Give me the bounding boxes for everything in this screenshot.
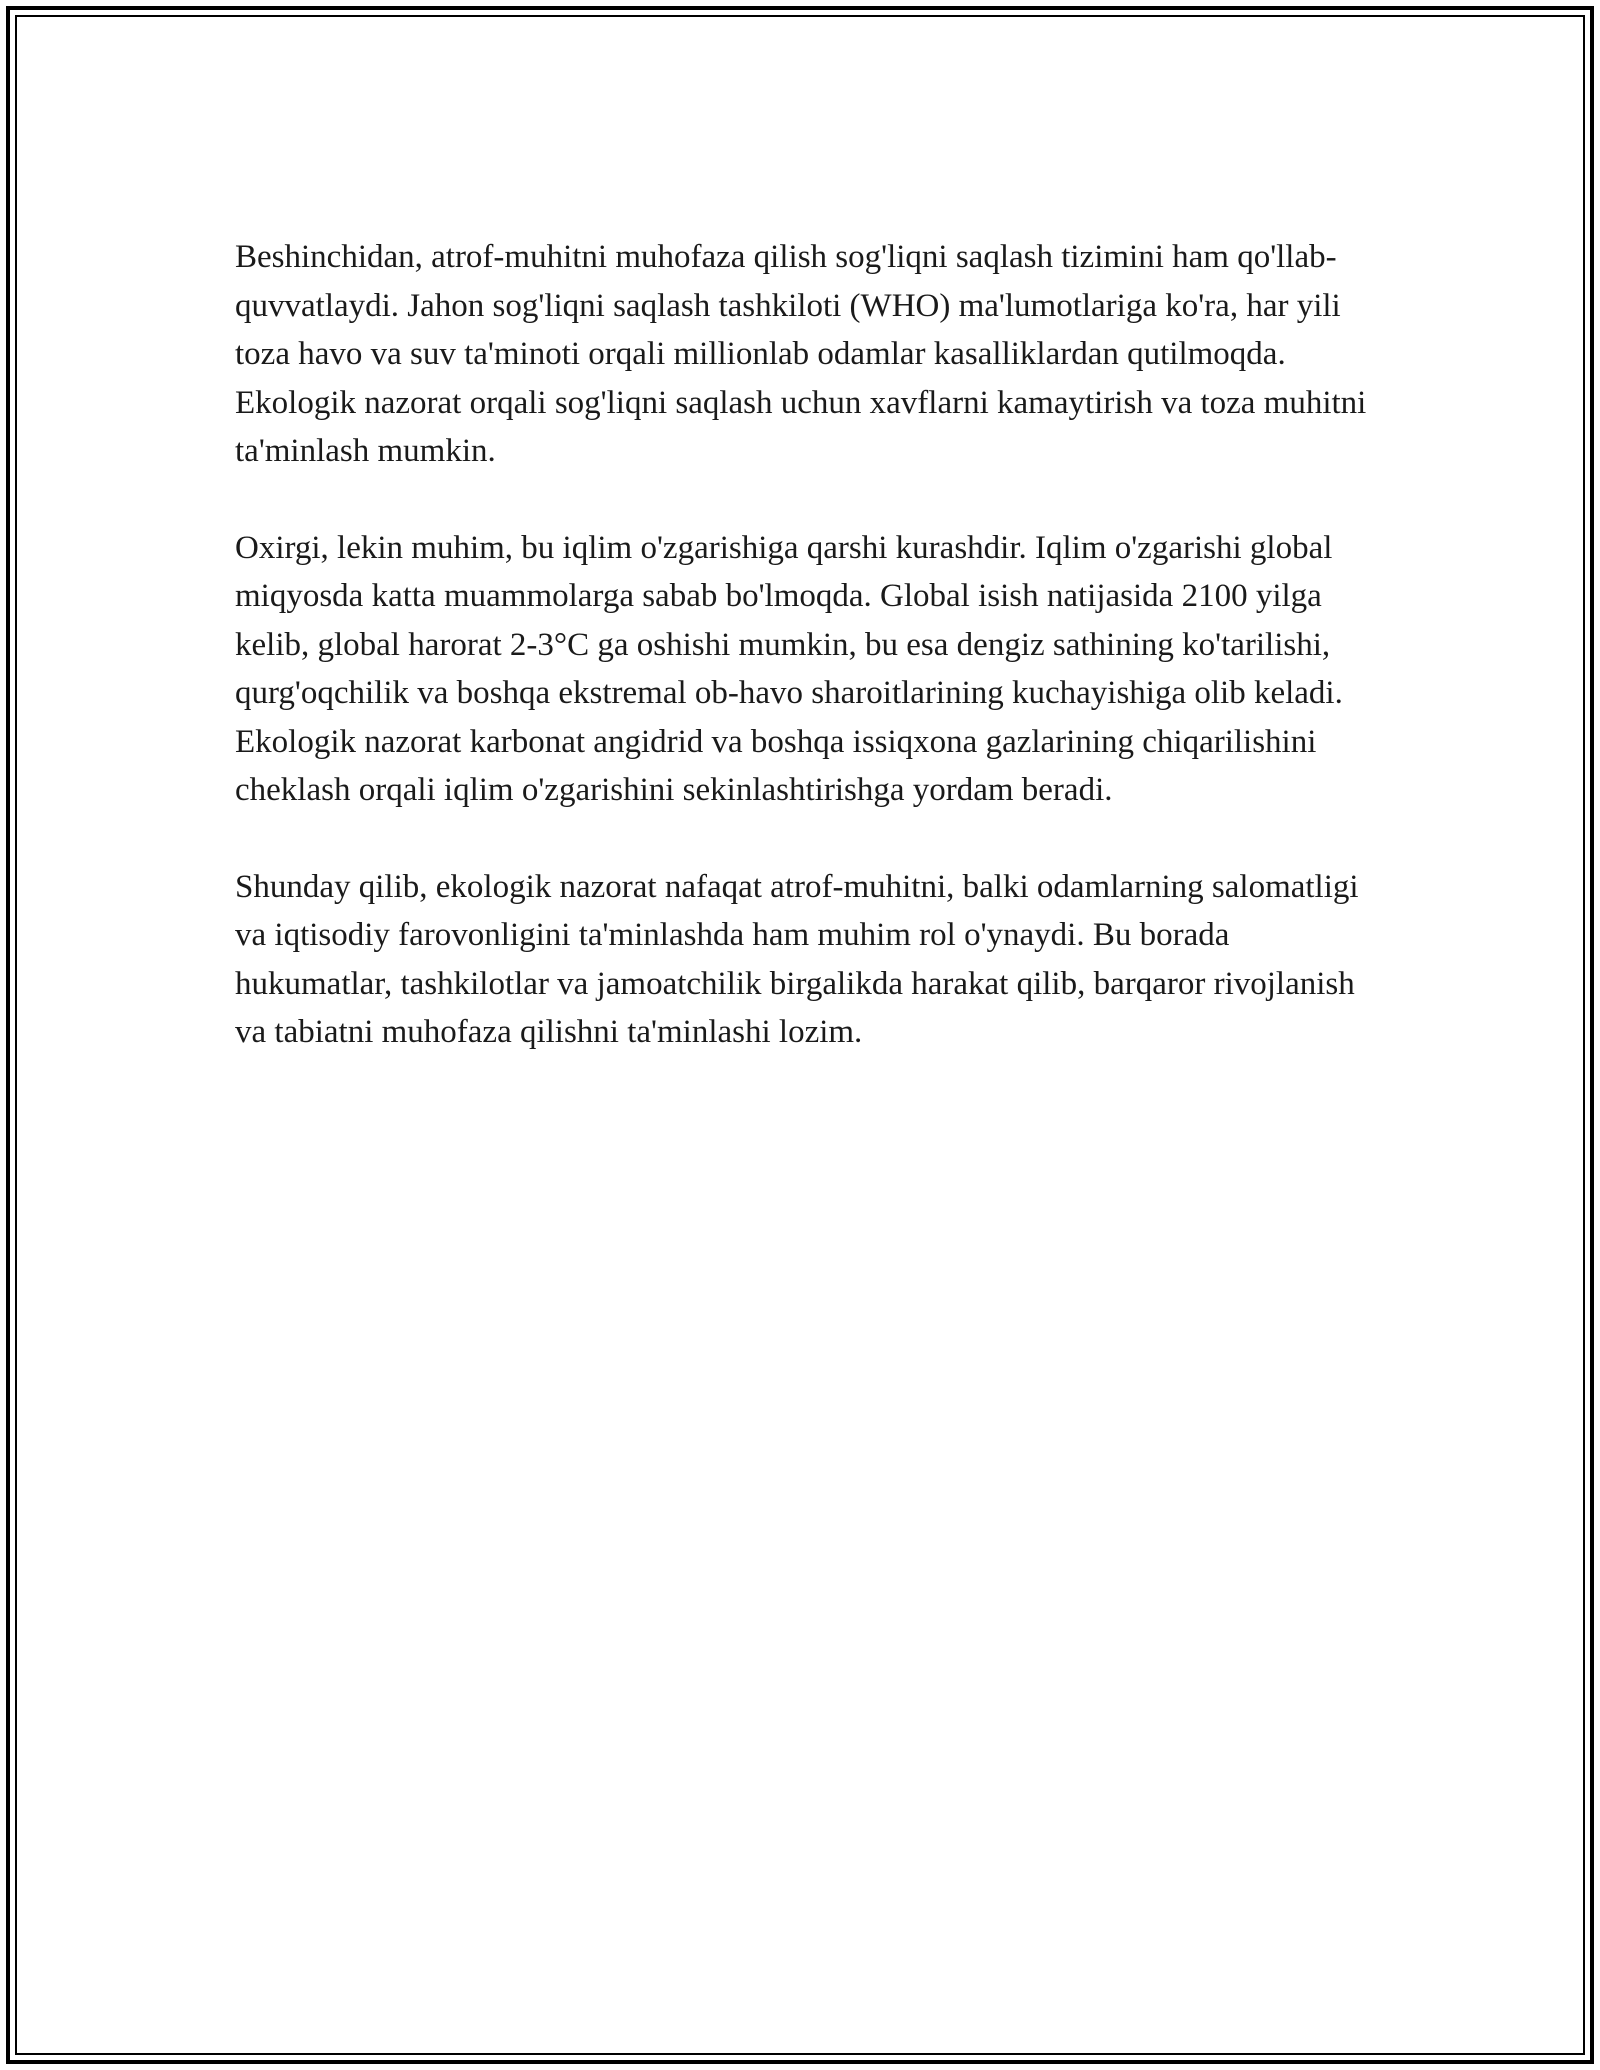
paragraph-health: Beshinchidan, atrof-muhitni muhofaza qilish sog'liqni saqlash tizimini ham qo'llab-quvvatlaydi. Jahon sog'liqni saqlash tashkiloti (WHO) ma'lumotlariga ko'ra, har yili toza havo va suv ta'minoti orqali millionlab odamlar kasalliklardan qutilmoqda. Ekologik nazorat orqali sog'liqni saqlash uchun xavflarni kamaytirish va toza muhitni ta'minlash mumkin. (235, 239, 1367, 469)
document-body (235, 233, 1375, 1057)
paragraph-conclusion: Shunday qilib, ekologik nazorat nafaqat atrof-muhitni, balki odamlarning salomatligi va iqtisodiy farovonligini ta'minlashda ham muhim rol o'ynaydi. Bu borada hukumatlar, tashkilotlar va jamoatchilik birgalikda harakat qilib, barqaror rivojlanish va tabiatni muhofaza qilishni ta'minlashi lozim. (235, 868, 1359, 1050)
paragraph-climate-change: Oxirgi, lekin muhim, bu iqlim o'zgarishiga qarshi kurashdir. Iqlim o'zgarishi global miqyosda katta muammolarga sabab bo'lmoqda. Global isish natijasida 2100 yilga kelib, global harorat 2-3°C ga oshishi mumkin, bu esa dengiz sathining ko'tarilishi, qurg'oqchilik va boshqa ekstremal ob-havo sharoitlarining kuchayishiga olib keladi. Ekologik nazorat karbonat angidrid va boshqa issiqxona gazlarining chiqarilishini cheklash orqali iqlim o'zgarishini sekinlashtirishga yordam beradi. (235, 529, 1343, 808)
